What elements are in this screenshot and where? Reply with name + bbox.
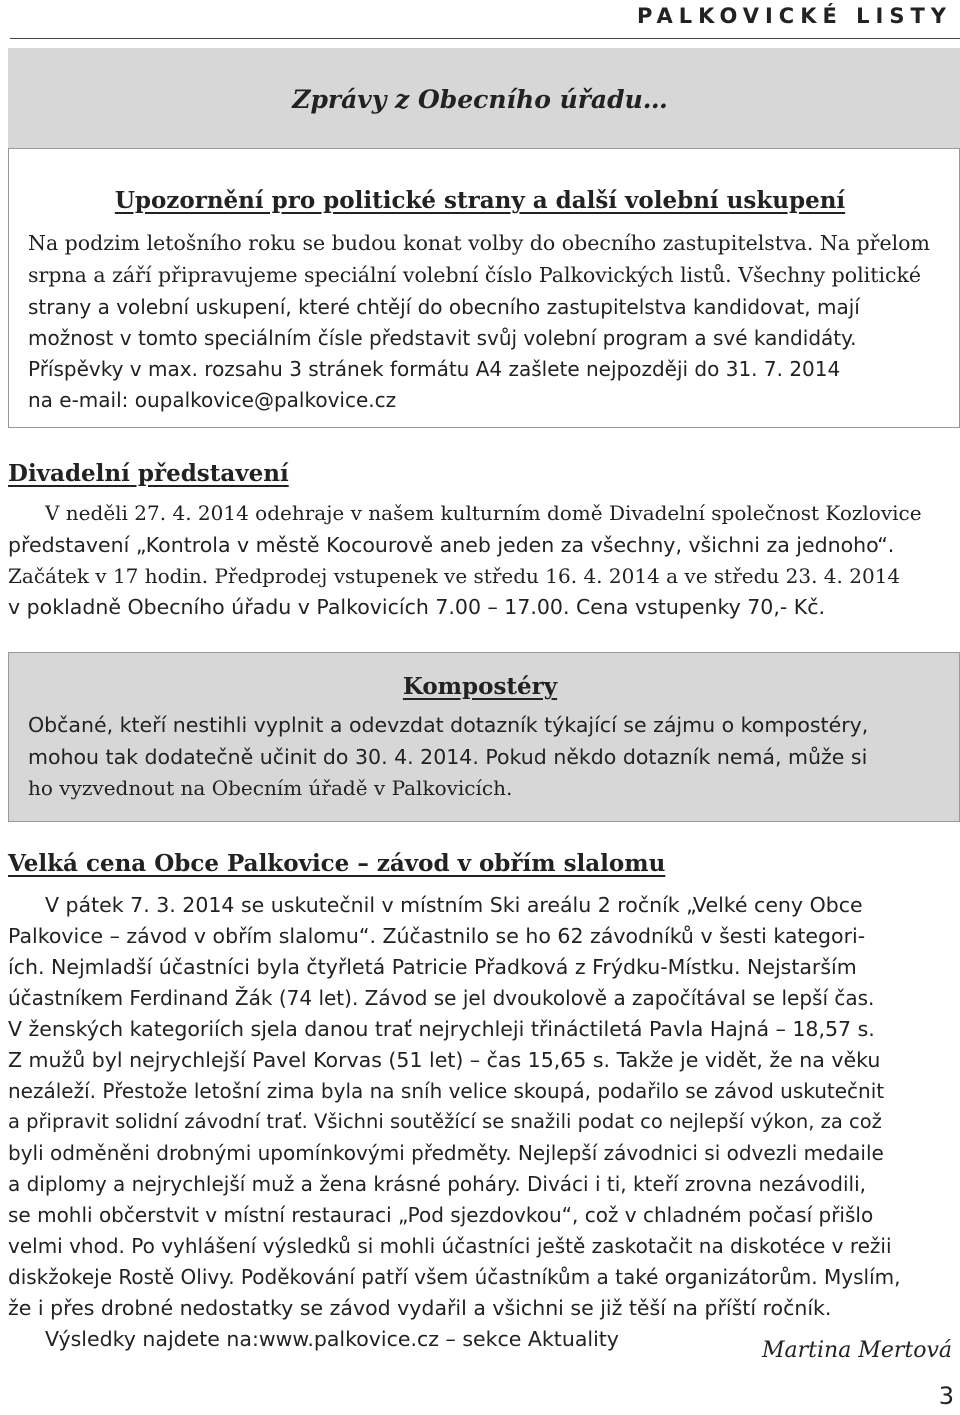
- election-line-3: strany a volební uskupení, které chtějí do obecního zastupitelstva kandidovat, mají: [28, 295, 860, 319]
- slalom-line-2: Palkovice – závod v obřím slalomu“. Zúčastnilo se ho 62 závodníků v šesti kategori-: [8, 924, 866, 948]
- election-contact-email: na e-mail: oupalkovice@palkovice.cz: [28, 388, 397, 412]
- slalom-line-5: V ženských kategoriích sjela danou trať nejrychleji třináctiletá Pavla Hajná – 18,57 s.: [8, 1017, 875, 1041]
- slalom-line-7: nezáleží. Přestože letošní zima byla na sníh velice skoupá, podařilo se závod uskutečnit: [8, 1079, 885, 1103]
- slalom-line-9: byli odměněni drobnými upomínkovými předměty. Nejlepší závodnici si odvezli medaile: [8, 1141, 884, 1165]
- slalom-title: Velká cena Obce Palkovice – závod v obřím slalomu: [8, 850, 666, 877]
- election-line-2: srpna a září připravujeme speciální volební číslo Palkovických listů. Všechny politické: [28, 263, 922, 287]
- page-title: Zprávy z Obecního úřadu…: [292, 85, 668, 114]
- masthead: PALKOVICKÉ LISTY: [637, 4, 952, 28]
- election-line-4: možnost v tomto speciálním čísle představit svůj volební program a své kandidáty.: [28, 326, 857, 350]
- slalom-results-link: Výsledky najdete na:www.palkovice.cz – sekce Aktuality: [45, 1327, 619, 1351]
- theatre-title: Divadelní představení: [8, 460, 289, 487]
- slalom-line-13: diskžokeje Rostě Olivy. Poděkování patří všem účastníkům a také organizátorům. Myslím,: [8, 1265, 901, 1289]
- theatre-line-3: Začátek v 17 hodin. Předprodej vstupenek ve středu 16. 4. 2014 a ve středu 23. 4. 2014: [8, 564, 901, 588]
- compost-line-2: mohou tak dodatečně učinit do 30. 4. 2014. Pokud někdo dotazník nemá, může si: [28, 745, 868, 769]
- slalom-line-4: účastníkem Ferdinand Žák (74 let). Závod se jel dvoukolově a započítával se lepší čas.: [8, 986, 875, 1010]
- compost-line-3: ho vyzvednout na Obecním úřadě v Palkovicích.: [28, 776, 513, 800]
- compost-line-1: Občané, kteří nestihli vyplnit a odevzdat dotazník týkající se zájmu o kompostéry,: [28, 713, 869, 737]
- slalom-line-6: Z mužů byl nejrychlejší Pavel Korvas (51 let) – čas 15,65 s. Takže je vidět, že na věku: [8, 1048, 881, 1072]
- election-notice-title: Upozornění pro politické strany a další volební uskupení: [114, 187, 846, 214]
- theatre-line-1: V neděli 27. 4. 2014 odehraje v našem kulturním domě Divadelní společnost Kozlovice: [45, 501, 922, 525]
- slalom-line-12: velmi vhod. Po vyhlášení výsledků si mohli účastníci ještě zaskotačit na diskotéce v režii: [8, 1234, 892, 1258]
- slalom-line-14: že i přes drobné nedostatky se závod vydařil a všichni se již těší na příští ročník.: [8, 1296, 832, 1320]
- slalom-line-11: se mohli občerstvit v místní restauraci „Pod sjezdovkou“, což v chladném počasí přišlo: [8, 1203, 874, 1227]
- masthead-rule: [10, 38, 960, 39]
- election-line-5: Příspěvky v max. rozsahu 3 stránek formátu A4 zašlete nejpozději do 31. 7. 2014: [28, 357, 841, 381]
- page-number: 3: [938, 1382, 954, 1410]
- author-signature: Martina Mertová: [761, 1338, 952, 1363]
- theatre-line-2: představení „Kontrola v městě Kocourově aneb jeden za všechny, všichni za jednoho“.: [8, 533, 895, 557]
- theatre-line-4: v pokladně Obecního úřadu v Palkovicích 7.00 – 17.00. Cena vstupenky 70,- Kč.: [8, 595, 825, 619]
- slalom-line-1: V pátek 7. 3. 2014 se uskutečnil v místním Ski areálu 2 ročník „Velké ceny Obce: [45, 893, 863, 917]
- slalom-line-3: ích. Nejmladší účastníci byla čtyřletá Patricie Přadková z Frýdku-Místku. Nejstarším: [8, 955, 857, 979]
- slalom-line-8: a připravit solidní závodní trať. Všichni soutěžící se snažili podat co nejlepší výkon, za což: [8, 1110, 882, 1133]
- compost-title: Kompostéry: [402, 673, 558, 700]
- slalom-line-10: a diplomy a nejrychlejší muž a žena krásné poháry. Diváci i ti, kteří zrovna nezávodili,: [8, 1172, 867, 1196]
- election-line-1: Na podzim letošního roku se budou konat volby do obecního zastupitelstva. Na přelom: [28, 231, 930, 255]
